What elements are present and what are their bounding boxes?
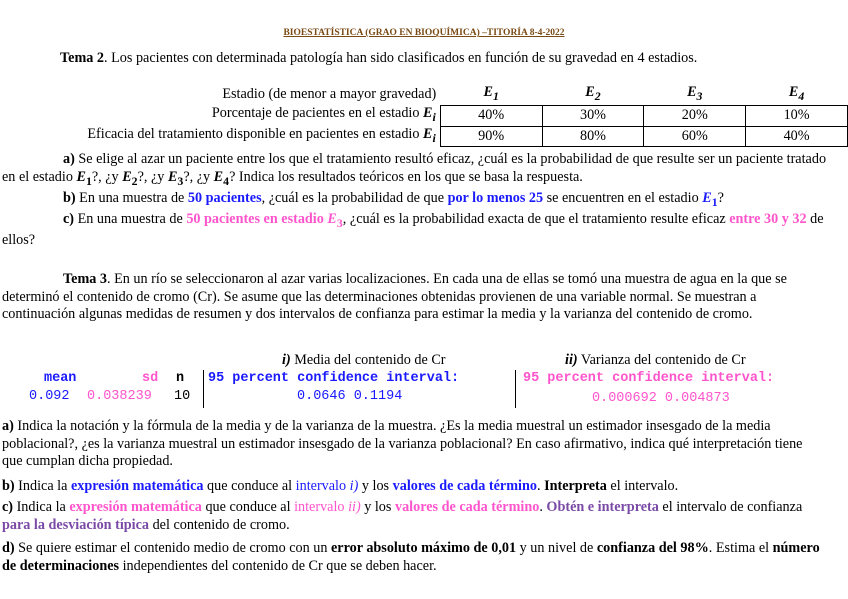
header-e2: $E_2$: [585, 84, 601, 103]
label-mean: mean: [44, 371, 77, 386]
estadios-table: [2, 84, 848, 147]
eficacia-e3: 60%: [644, 126, 746, 147]
tema3-intro: Tema 3. En un río se seleccionaron al azar varias localizaciones. En cada una de ellas se tomó una muestra de agua en la que se determinó el contenido de cromo (Cr). Se asume que las determinaciones obtenidas provienen de una variable normal. Se muestran a continuación algunas medidas de resumen y dos intervalos de confianza para estimar la media y la varianza del contenido de cromo.: [2, 271, 787, 323]
tema3-title: Tema 3: [63, 271, 108, 287]
porcentaje-e1: 40%: [440, 105, 542, 126]
tema3-question-a: a) Indica la notación y la fórmula de la media y de la varianza de la muestra. ¿Es la media muestral un estimador insesgado de la media poblacional?, ¿es la varianza muestral un estimador insesgado de la varianza poblacional? En caso afirmativo, indica qué interpretación tiene que cumplan dicha propiedad.: [2, 418, 803, 470]
tema2-question-c: c) En una muestra de 50 pacientes en estadio $E_3$, ¿cuál es la probabilidad exacta de que el tratamiento resulte eficaz entre 30 y 32 de ellos?: [2, 211, 824, 249]
ci-variance-values: 0.000692 0.004873: [592, 391, 730, 406]
porcentaje-e2: 30%: [542, 105, 644, 126]
value-sd: 0.038239: [87, 389, 152, 404]
value-mean: 0.092: [29, 389, 70, 404]
header-e1: $E_1$: [483, 84, 499, 103]
tema2-title: Tema 2: [60, 50, 105, 66]
tema2-intro-text: . Los pacientes con determinada patología han sido clasificados en función de su gravedad en 4 estadios.: [104, 50, 698, 66]
porcentaje-e4: 10%: [746, 105, 848, 126]
separator-line: [515, 370, 516, 408]
value-n: 10: [174, 389, 191, 404]
row-label-eficacia: Eficacia del tratamiento disponible en pacientes en estadio $E_i$: [87, 126, 436, 145]
table-row: [2, 105, 848, 126]
eficacia-e2: 80%: [542, 126, 644, 147]
ci-mean-label: 95 percent confidence interval:: [208, 371, 460, 386]
porcentaje-e3: 20%: [644, 105, 746, 126]
table-row: [2, 126, 848, 147]
header-e3: $E_3$: [687, 84, 703, 103]
row-label-estadio: Estadio (de menor a mayor gravedad): [222, 86, 437, 103]
eficacia-e4: 40%: [746, 126, 848, 147]
label-n: n: [176, 371, 185, 386]
heading-variance-interval: ii) Varianza del contenido de Cr: [565, 352, 746, 368]
separator-line: [203, 370, 204, 408]
tema2-question-b: b) En una muestra de 50 pacientes, ¿cuál es la probabilidad de que por lo menos 25 se encuentren en el estadio $E_1$?: [63, 190, 724, 209]
table-row: [2, 84, 848, 105]
heading-mean-interval: i) Media del contenido de Cr: [282, 352, 446, 368]
tema2-question-a: a) Se elige al azar un paciente entre los que el tratamiento resultó eficaz, ¿cuál es la probabilidad de que resulte ser un paciente tratado en el estadio $E_1$?, ¿y $E_2$?, ¿y $E_3$?, ¿y $E_4$? Indica los resultados teóricos en los que se basa la respuesta.: [2, 151, 827, 188]
label-sd: sd: [142, 371, 159, 386]
tema3-question-c: c) Indica la expresión matemática que conduce al intervalo ii) y los valores de cada término. Obtén e interpreta el intervalo de confianza para la desviación típica del contenido de cromo.: [2, 499, 803, 533]
ci-variance-label: 95 percent confidence interval:: [523, 371, 775, 386]
row-label-porcentaje: Porcentaje de pacientes en el estadio $E_i$: [211, 105, 436, 125]
ci-mean-values: 0.0646 0.1194: [297, 389, 403, 404]
tema3-question-d: d) Se quiere estimar el contenido medio de cromo con un error absoluto máximo de 0,01 y un nivel de confianza del 98%. Estima el número de determinaciones independientes del contenido de Cr que se deben hacer.: [2, 540, 820, 574]
tema2-intro: [60, 50, 840, 68]
eficacia-e1: 90%: [440, 126, 542, 147]
header-e4: $E_4$: [788, 84, 805, 103]
document-header: BIOESTATÍSTICA (GRAO EN BIOQUÍMICA) –TITORÍA 8-4-2022: [283, 28, 565, 38]
tema3-question-b: b) Indica la expresión matemática que conduce al intervalo i) y los valores de cada término. Interpreta el intervalo.: [2, 478, 679, 494]
